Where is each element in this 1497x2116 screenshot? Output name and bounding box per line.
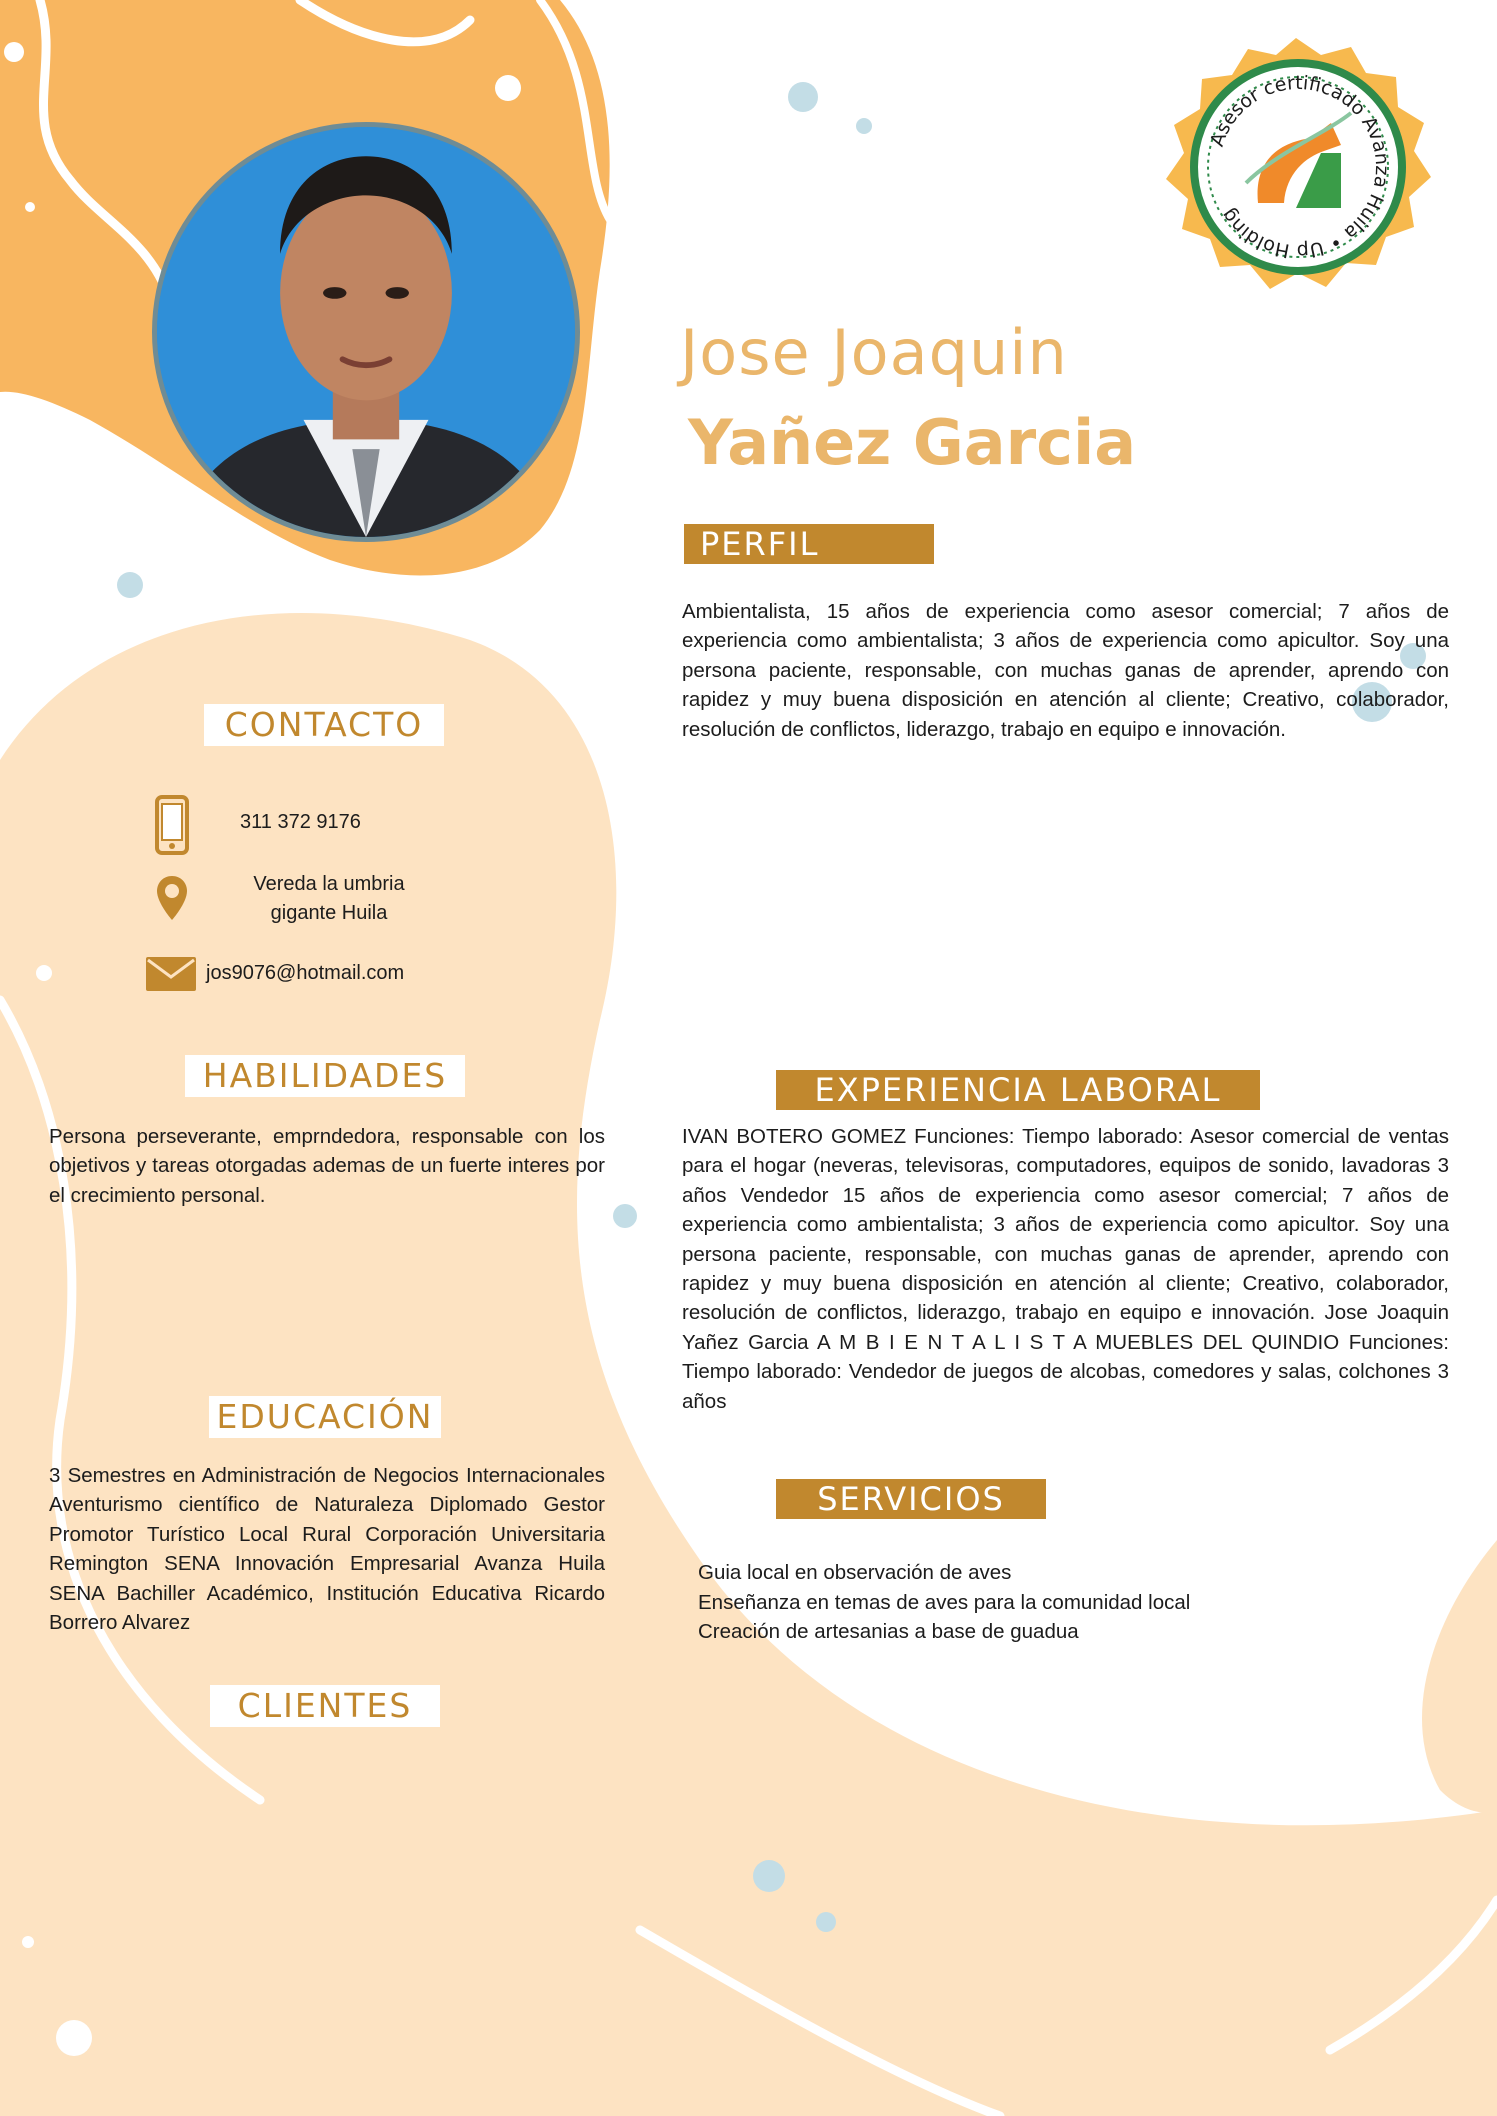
servicio-item: Creación de artesanias a base de guadua <box>698 1620 1079 1643</box>
educacion-text: 3 Semestres en Administración de Negocios Internacionales Aventurismo científico de Naturaleza Diplomado Gestor Promotor Turístico Local Rural Corporación Universitaria Remington SENA Innovación Empresarial Avanza Huila SENA Bachiller Académico, Institución Educativa Ricardo Borrero Alvarez <box>49 1464 605 1635</box>
envelope-icon <box>146 957 196 991</box>
servicios-heading: SERVICIOS <box>776 1479 1046 1519</box>
contact-address-line2: gigante Huila <box>270 902 388 924</box>
habilidades-heading: HABILIDADES <box>185 1055 465 1097</box>
contact-address-line1: Vereda la umbria <box>253 873 405 895</box>
perfil-text: Ambientalista, 15 años de experiencia como asesor comercial; 7 años de experiencia como ambientalista; 3 años de experiencia como apicultor. Soy una persona paciente, responsable, con muchas ganas de aprender, aprendo con rapidez y muy buena disposición en atención al cliente; Creativo, colaborador, resolución de conflictos, liderazgo, trabajo en equipo e innovación. <box>682 600 1449 741</box>
contact-phone: 311 372 9176 <box>240 811 361 833</box>
name-second-line: Yañez Garcia <box>688 406 1137 479</box>
name-first-line: Jose Joaquin <box>680 316 1068 389</box>
contacto-heading: CONTACTO <box>204 704 444 746</box>
certification-seal <box>1126 33 1466 333</box>
perfil-heading: PERFIL <box>684 524 934 564</box>
experiencia-text: IVAN BOTERO GOMEZ Funciones: Tiempo laborado: Asesor comercial de ventas para el hogar (neveras, televisoras, computadores, equipos de sonido, lavadoras 3 años Vendedor 15 años de experiencia como asesor comercial; 7 años de experiencia como ambientalista; 3 años de experiencia como apicultor. Soy una persona paciente, responsable, con muchas ganas de aprender, aprendo con rapidez y muy buena disposición en atención al cliente; Creativo, colaborador, resolución de conflictos, liderazgo, trabajo en equipo e innovación. Jose Joaquin Yañez Garcia A M B I E N T A L I S T A MUEBLES DEL QUINDIO Funciones: Tiempo laborado: Vendedor de juegos de alcobas, comedores y salas, colchones 3 años <box>682 1125 1449 1413</box>
experiencia-heading: EXPERIENCIA LABORAL <box>776 1070 1260 1110</box>
servicio-item: Enseñanza en temas de aves para la comunidad local <box>698 1590 1191 1614</box>
servicios-list <box>698 1558 1458 1647</box>
location-pin-icon <box>155 874 189 922</box>
servicio-item: Guia local en observación de aves <box>698 1561 1012 1584</box>
seal-text: Asesor certificado Avanza Huila • Up Holding <box>1206 71 1394 263</box>
contact-email[interactable]: jos9076@hotmail.com <box>206 962 405 984</box>
profile-photo <box>152 122 580 542</box>
clientes-heading: CLIENTES <box>210 1685 440 1727</box>
educacion-heading: EDUCACIÓN <box>209 1396 441 1438</box>
habilidades-text: Persona perseverante, emprndedora, responsable con los objetivos y tareas otorgadas ademas de un fuerte interes por el crecimiento personal. <box>49 1125 605 1207</box>
phone-icon <box>155 795 189 855</box>
